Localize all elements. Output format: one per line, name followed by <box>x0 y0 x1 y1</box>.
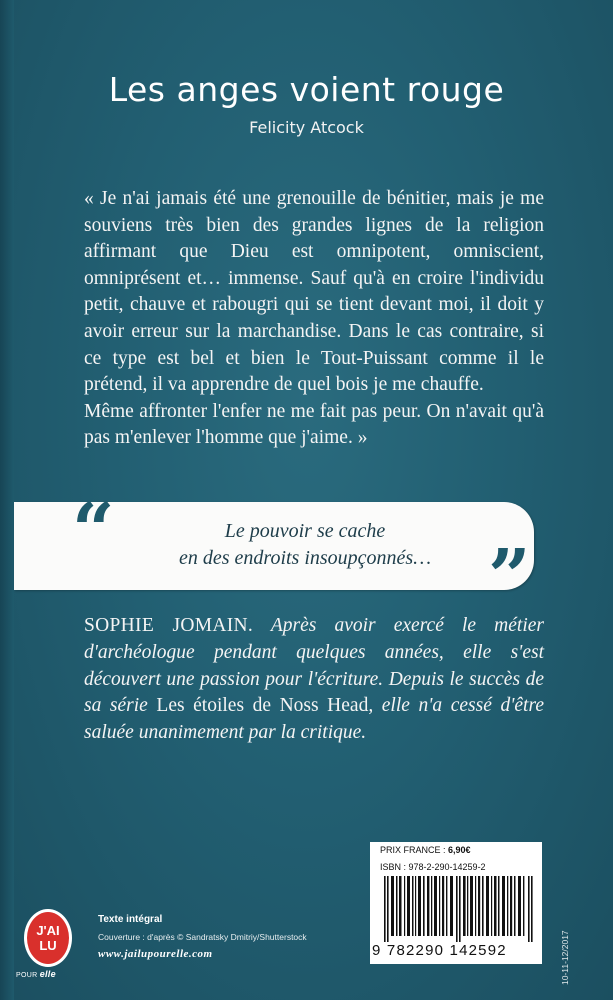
bio-series-title: Les étoiles de Noss Head <box>156 695 369 717</box>
author-bio <box>84 613 544 747</box>
tagline-line-1: Le pouvoir se cache <box>224 520 386 542</box>
blurb <box>84 186 544 452</box>
full-text-label: Texte intégral <box>98 914 163 925</box>
logo-subtitle <box>16 969 56 979</box>
isbn-line: ISBN : 978-2-290-14259-2 <box>380 862 486 872</box>
book-author: Felicity Atcock <box>249 118 364 137</box>
open-quote-mark: “ <box>72 488 115 574</box>
close-quote-mark: ” <box>488 534 531 620</box>
bio-author-name: SOPHIE JOMAIN. <box>84 615 254 636</box>
bio-text-1: Après avoir exercé le métier d'archéologue pendant quelques années, elle s'est découvert une passion pour l'écriture. Depuis le succès de sa série <box>84 615 544 717</box>
barcode-digits: 9 782290 142592 <box>372 942 507 959</box>
print-date: 10-11-12/2017 <box>560 930 570 985</box>
logo-top-text: J'AI <box>36 923 60 938</box>
tagline <box>150 518 460 572</box>
tagline-line-2: en des endroits insoupçonnés… <box>178 547 431 569</box>
spine-edge <box>0 0 14 1000</box>
book-title: Les anges voient rouge <box>108 70 505 109</box>
blurb-paragraph-2: Même affronter l'enfer ne me fait pas peur. On n'avait qu'à pas m'enlever l'homme que j'aime. » <box>84 400 544 449</box>
bio-text-2: , elle n'a cessé d'être saluée unanimement par la critique. <box>84 695 544 744</box>
cover-credit: Couverture : d'après © Sandratsky Dmitriy/Shutterstock <box>98 932 307 942</box>
price-value: 6,90€ <box>448 845 471 855</box>
publisher-website: www.jailupourelle.com <box>98 948 213 960</box>
logo-bottom-text: LU <box>39 938 57 953</box>
price-label: PRIX FRANCE : <box>380 845 449 855</box>
logo-sub-prefix: POUR <box>16 972 38 979</box>
logo-sub-brand: elle <box>39 969 56 979</box>
blurb-paragraph-1: « Je n'ai jamais été une grenouille de bénitier, mais je me souviens très bien des grandes lignes de la religion affirmant que Dieu est omnipotent, omniscient, omniprésent et… immense. Sauf qu'à en croire l'individu petit, chauve et rabougri qui se tient devant moi, il doit y avoir erreur sur la marchandise. Dans le cas contraire, si ce type est bel et bien le Tout-Puissant comme il le prétend, il va apprendre de quel bois je me chauffe. <box>84 188 544 396</box>
barcode-bars <box>384 876 534 942</box>
price-line <box>380 845 471 855</box>
jai-lu-logo <box>22 908 74 968</box>
barcode-box <box>370 842 542 964</box>
